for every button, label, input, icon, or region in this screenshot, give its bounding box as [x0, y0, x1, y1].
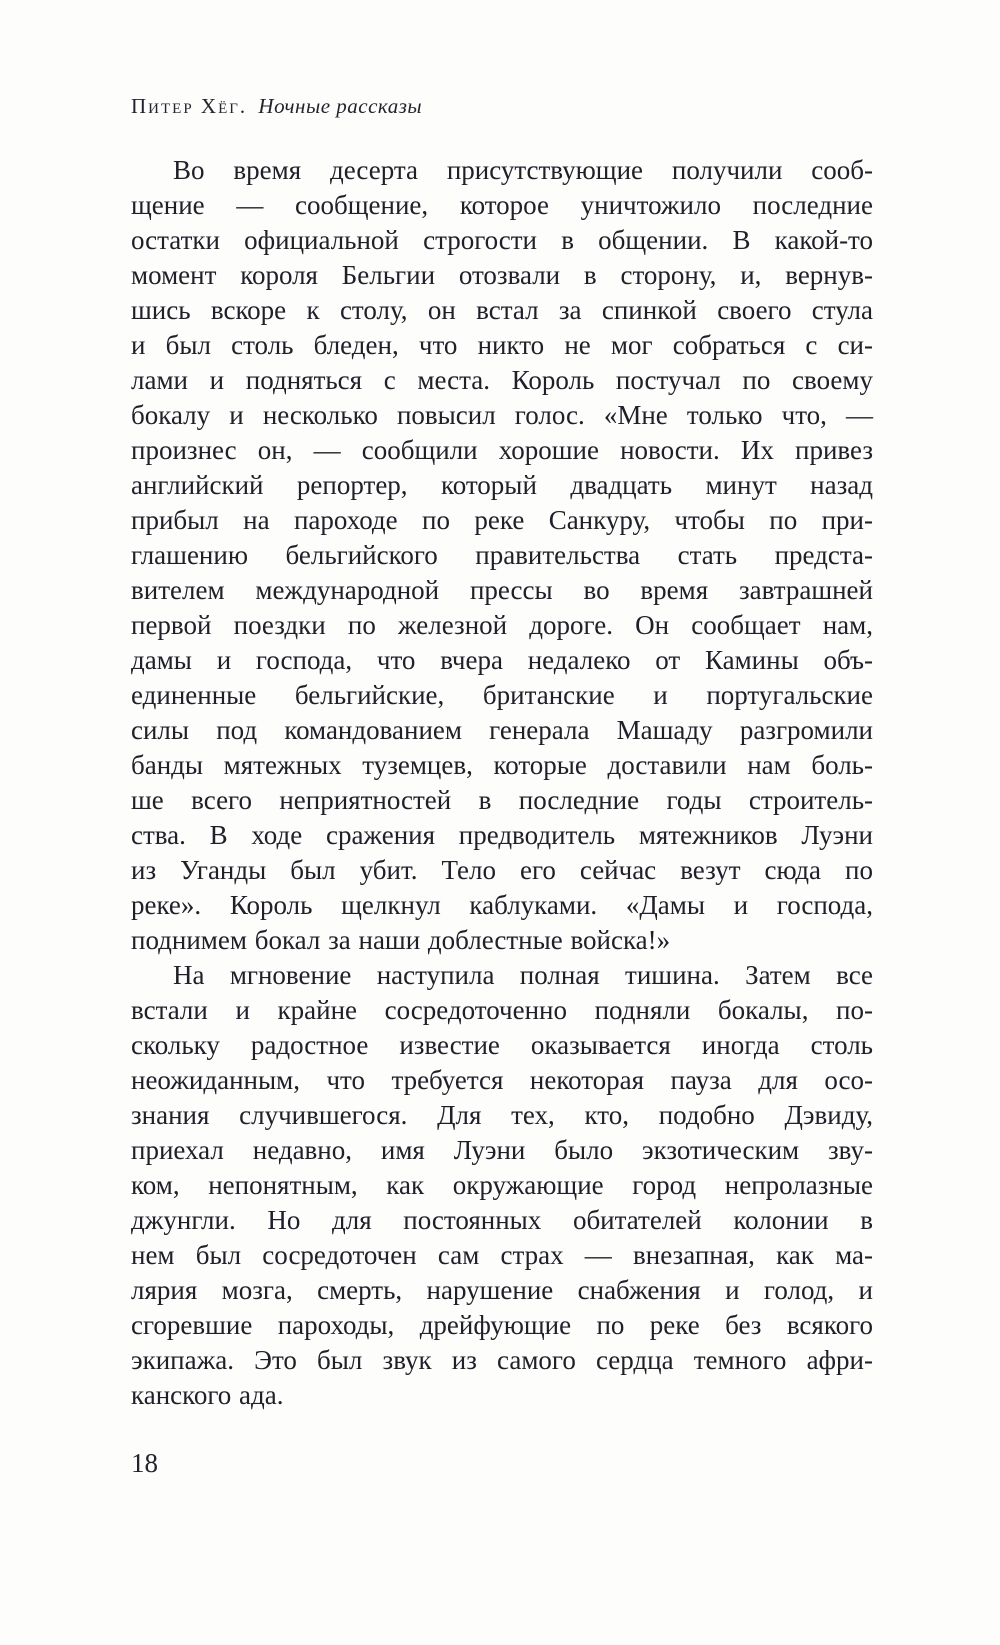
text-line: нем был сосредоточен сам страх — внезапная, как ма-: [131, 1240, 873, 1270]
text-line: На мгновение наступила полная тишина. Затем все: [173, 960, 873, 990]
text-line: шись вскоре к столу, он встал за спинкой своего стула: [131, 295, 873, 325]
text-line: неожиданным, что требуется некоторая пауза для осо-: [131, 1065, 873, 1095]
text-line: экипажа. Это был звук из самого сердца темного афри-: [131, 1345, 873, 1375]
text-line: из Уганды был убит. Тело его сейчас везут сюда по: [131, 855, 873, 885]
text-line: прибыл на пароходе по реке Санкуру, чтобы по при-: [131, 505, 873, 535]
text-line: силы под командованием генерала Машаду разгромили: [131, 715, 873, 745]
text-line: ше всего неприятностей в последние годы строитель-: [131, 785, 873, 815]
text-line: единенные бельгийские, британские и португальские: [131, 680, 873, 710]
text-line: дамы и господа, что вчера недалеко от Камины объ-: [131, 645, 873, 675]
text-line: щение — сообщение, которое уничтожило последние: [131, 190, 873, 220]
text-line: лами и подняться с места. Король постучал по своему: [131, 365, 873, 395]
text-line: реке». Король щелкнул каблуками. «Дамы и господа,: [131, 890, 873, 920]
paragraph: [131, 153, 873, 958]
text-line: первой поездки по железной дороге. Он сообщает нам,: [131, 610, 873, 640]
text-line: произнес он, — сообщили хорошие новости. Их привез: [131, 435, 873, 465]
text-line: ком, непонятным, как окружающие город непролазные: [131, 1170, 873, 1200]
text-line: сгоревшие пароходы, дрейфующие по реке без всякого: [131, 1310, 873, 1340]
text-line: вителем международной прессы во время завтрашней: [131, 575, 873, 605]
text-line: и был столь бледен, что никто не мог собраться с си-: [131, 330, 873, 360]
text-line: банды мятежных туземцев, которые доставили нам боль-: [131, 750, 873, 780]
author-name: Питер Хёг.: [131, 94, 248, 118]
text-line: знания случившегося. Для тех, кто, подобно Дэвиду,: [131, 1100, 873, 1130]
text-line: скольку радостное известие оказывается иногда столь: [131, 1030, 873, 1060]
text-line: лярия мозга, смерть, нарушение снабжения и голод, и: [131, 1275, 873, 1305]
text-line: поднимем бокал за наши доблестные войска!»: [131, 925, 671, 955]
text-line: Во время десерта присутствующие получили сооб-: [173, 155, 873, 185]
paragraph: [131, 958, 873, 1413]
text-line: джунгли. Но для постоянных обитателей колонии в: [131, 1205, 873, 1235]
text-line: встали и крайне сосредоточенно подняли бокалы, по-: [131, 995, 873, 1025]
text-line: приехал недавно, имя Луэни было экзотическим зву-: [131, 1135, 873, 1165]
running-head: [131, 94, 422, 119]
book-title: Ночные рассказы: [258, 94, 423, 118]
text-line: глашению бельгийского правительства стать предста-: [131, 540, 873, 570]
text-line: остатки официальной строгости в общении. В какой-то: [131, 225, 873, 255]
text-line: бокалу и несколько повысил голос. «Мне только что, —: [131, 400, 873, 430]
text-line: канского ада.: [131, 1380, 284, 1410]
text-line: момент короля Бельгии отозвали в сторону, и, вернув-: [131, 260, 873, 290]
page-number: 18: [131, 1448, 158, 1478]
text-block: [131, 153, 873, 1413]
text-line: английский репортер, который двадцать минут назад: [131, 470, 873, 500]
text-line: ства. В ходе сражения предводитель мятежников Луэни: [131, 820, 873, 850]
